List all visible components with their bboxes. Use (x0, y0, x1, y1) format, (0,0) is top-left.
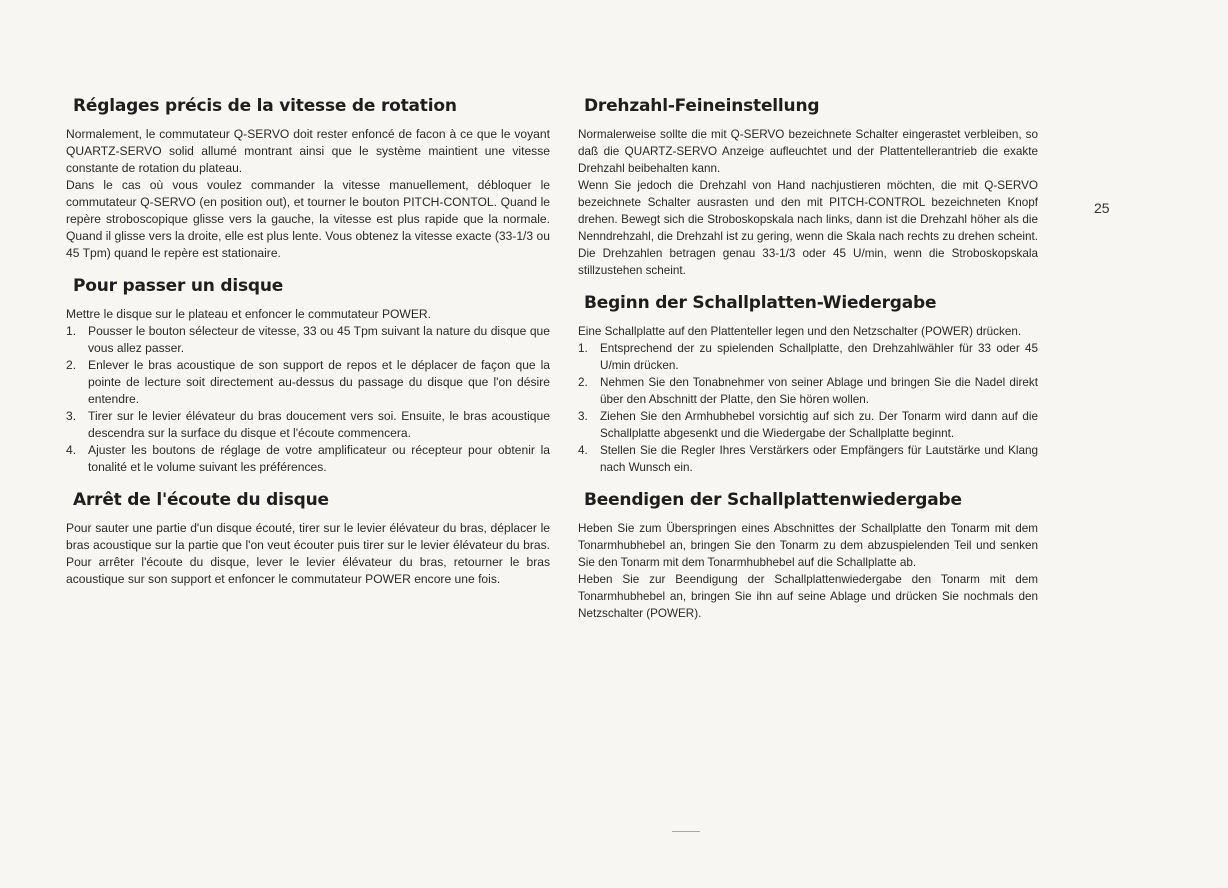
fr-section-stop (66, 490, 550, 588)
list-item: 3. Tirer sur le levier élévateur du bras doucement vers soi. Ensuite, le bras acoustique descendra sur la surface du disque et l'écoute commencera. (66, 409, 550, 440)
fr-section-speed (66, 96, 550, 262)
list-item: 4. Ajuster les boutons de réglage de votre amplificateur ou récepteur pour obtenir la tonalité et le volume suivant les préférences. (66, 443, 550, 474)
de-paragraph: Wenn Sie jedoch die Drehzahl von Hand nachjustieren möchten, die mit Q-SERVO bezeichnete Schalter ausrasten und den mit PITCH-CONTROL bezeichneten Knopf drehen. Bewegt sich die Stroboskopskala nach links, dann ist die Drehzahl höher als die Nenndrehzahl, die Drehzahl ist zu gering, wenn die Skala nach rechts zu drehen scheint. Die Drehzahlen betragen genau 33-1/3 oder 45 U/min, wenn die Stroboskopskala stillzustehen scheint. (578, 179, 1038, 277)
fr-paragraph: Dans le cas où vous voulez commander la vitesse manuellement, débloquer le commutateur Q-SERVO (en position out), et tourner le bouton PITCH-CONTOL. Quand le repère stroboscopique glisse vers la gauche, la vitesse est plus rapide que la normale. Quand il glisse vers la droite, elle est plus lente. Vous obtenez la vitesse exacte (33-1/3 ou 45 Tpm) quand le repère est stationaire. (66, 178, 550, 260)
de-heading-speed: Drehzahl-Feineinstellung (584, 96, 820, 116)
list-item: 1. Entsprechend der zu spielenden Schallplatte, den Drehzahlwähler für 33 oder 45 U/min drücken. (578, 342, 1038, 372)
list-item: 2. Enlever le bras acoustique de son support de repos et le déplacer de façon que la pointe de lecture soit directement au-dessus du passage du disque que l'on désire entendre. (66, 358, 550, 406)
fr-section-play (66, 276, 550, 476)
fr-heading-stop: Arrêt de l'écoute du disque (73, 490, 329, 510)
fr-heading-play: Pour passer un disque (73, 276, 284, 296)
fr-steps-list (66, 323, 550, 476)
page-number: 25 (1094, 200, 1110, 216)
divider (672, 831, 700, 832)
de-heading-play: Beginn der Schallplatten-Wiedergabe (584, 293, 937, 313)
fr-heading-speed: Réglages précis de la vitesse de rotation (73, 96, 457, 116)
list-item: 3. Ziehen Sie den Armhubhebel vorsichtig auf sich zu. Der Tonarm wird dann auf die Schallplatte abgesenkt und die Wiedergabe der Schallplatte beginnt. (578, 410, 1038, 440)
fr-paragraph: Normalement, le commutateur Q-SERVO doit rester enfoncé de facon à ce que le voyant QUARTZ-SERVO solid allumé montrant ainsi que le système maintient une vitesse constante de rotation du plateau. (66, 127, 550, 175)
german-column (578, 96, 1038, 636)
de-paragraph: Heben Sie zur Beendigung der Schallplattenwiedergabe den Tonarm mit dem Tonarmhubhebel an, bringen Sie ihn auf seine Ablage und drücken Sie nochmals den Netzschalter (POWER). (578, 573, 1038, 620)
french-column (66, 96, 550, 602)
de-section-play (578, 293, 1038, 476)
fr-paragraph: Pour sauter une partie d'un disque écouté, tirer sur le levier élévateur du bras, déplacer le bras acoustique sur la partie que l'on veut écouter puis tirer sur le levier élévateur du bras. Pour arrêter l'écoute du disque, lever le levier élévateur du bras, retourner le bras acoustique sur son support et enfoncer le commutateur POWER encore une fois. (66, 521, 550, 586)
de-paragraph: Normalerweise sollte die mit Q-SERVO bezeichnete Schalter eingerastet verbleiben, so daß die QUARTZ-SERVO Anzeige aufleuchtet und der Plattentellerantrieb die exakte Drehzahl beibehalten kann. (578, 128, 1038, 175)
de-steps-list (578, 340, 1038, 476)
de-intro: Eine Schallplatte auf den Plattenteller legen und den Netzschalter (POWER) drücken. (578, 325, 1022, 338)
de-section-speed (578, 96, 1038, 279)
list-item: 1. Pousser le bouton sélecteur de vitesse, 33 ou 45 Tpm suivant la nature du disque que vous allez passer. (66, 324, 550, 355)
fr-intro: Mettre le disque sur le plateau et enfoncer le commutateur POWER. (66, 307, 431, 321)
de-heading-stop: Beendigen der Schallplattenwiedergabe (584, 490, 962, 510)
list-item: 2. Nehmen Sie den Tonabnehmer von seiner Ablage und bringen Sie die Nadel direkt über den Abschnitt der Platte, den Sie hören wollen. (578, 376, 1038, 406)
de-section-stop (578, 490, 1038, 622)
de-paragraph: Heben Sie zum Überspringen eines Abschnittes der Schallplatte den Tonarm mit dem Tonarmhubhebel an, bringen Sie den Tonarm zu dem abzuspielenden Teil und senken Sie den Tonarm mit dem Tonarmhubhebel auf die Schallplatte ab. (578, 522, 1038, 569)
list-item: 4. Stellen Sie die Regler Ihres Verstärkers oder Empfängers für Lautstärke und Klang nach Wunsch ein. (578, 444, 1038, 474)
